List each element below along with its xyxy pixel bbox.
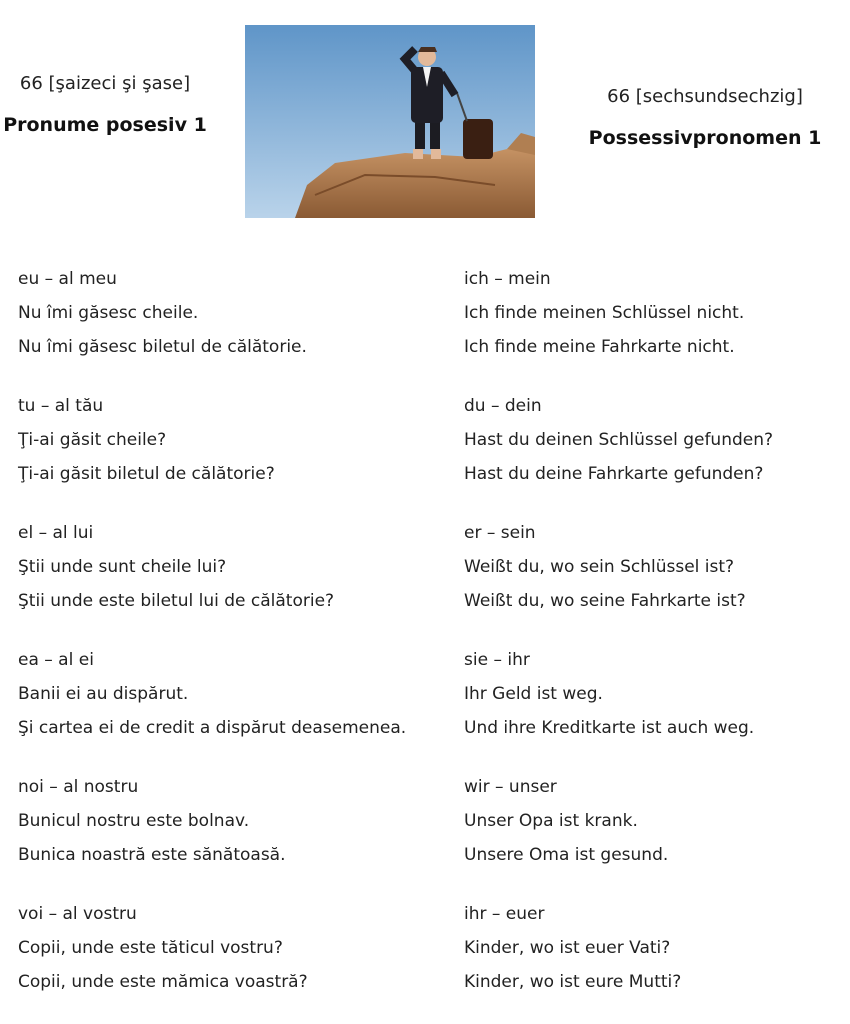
phrase-row <box>0 677 850 711</box>
german-header <box>560 85 850 151</box>
romanian-phrase: Şi cartea ei de credit a dispărut deasemenea. <box>18 718 407 738</box>
romanian-lesson-number: 66 [şaizeci şi şase] <box>19 73 191 94</box>
phrase-group <box>0 643 850 745</box>
phrase-group <box>0 770 850 872</box>
romanian-lesson-title: Pronume posesiv 1 <box>3 114 207 136</box>
phrase-row <box>0 711 850 745</box>
phrase-row <box>0 516 850 550</box>
romanian-phrase: Bunicul nostru este bolnav. <box>18 811 250 831</box>
german-phrase: wir – unser <box>464 777 557 797</box>
german-phrase: Kinder, wo ist euer Vati? <box>464 938 671 958</box>
german-phrase: Unser Opa ist krank. <box>464 811 638 831</box>
romanian-phrase: tu – al tău <box>18 396 104 416</box>
german-phrase: Kinder, wo ist eure Mutti? <box>464 972 682 992</box>
phrase-table <box>0 262 850 1024</box>
phrase-row <box>0 296 850 330</box>
phrase-row <box>0 330 850 364</box>
romanian-phrase: Ţi-ai găsit biletul de călătorie? <box>18 464 275 484</box>
romanian-header <box>0 72 210 138</box>
german-phrase: Weißt du, wo sein Schlüssel ist? <box>464 557 735 577</box>
german-lesson-number: 66 [sechsundsechzig] <box>607 86 803 107</box>
phrase-row <box>0 457 850 491</box>
phrase-row <box>0 965 850 999</box>
phrase-row <box>0 804 850 838</box>
german-phrase: Hast du deinen Schlüssel gefunden? <box>464 430 774 450</box>
phrase-row <box>0 423 850 457</box>
phrase-group <box>0 897 850 999</box>
german-phrase: Ich finde meine Fahrkarte nicht. <box>464 337 735 357</box>
german-phrase: Ich finde meinen Schlüssel nicht. <box>464 303 745 323</box>
phrase-row <box>0 931 850 965</box>
romanian-phrase: Ţi-ai găsit cheile? <box>18 430 167 450</box>
romanian-phrase: voi – al vostru <box>18 904 137 924</box>
german-phrase: ich – mein <box>464 269 551 289</box>
romanian-phrase: Copii, unde este mămica voastră? <box>18 972 308 992</box>
romanian-phrase: Banii ei au dispărut. <box>18 684 189 704</box>
phrase-group <box>0 516 850 618</box>
phrase-group <box>0 262 850 364</box>
romanian-phrase: Nu îmi găsesc cheile. <box>18 303 199 323</box>
german-phrase: er – sein <box>464 523 536 543</box>
german-phrase: sie – ihr <box>464 650 530 670</box>
phrase-row <box>0 838 850 872</box>
romanian-phrase: eu – al meu <box>18 269 117 289</box>
german-phrase: Und ihre Kreditkarte ist auch weg. <box>464 718 755 738</box>
romanian-phrase: Nu îmi găsesc biletul de călătorie. <box>18 337 307 357</box>
romanian-phrase: Copii, unde este tăticul vostru? <box>18 938 283 958</box>
phrase-row <box>0 897 850 931</box>
phrase-row <box>0 643 850 677</box>
german-phrase: ihr – euer <box>464 904 545 924</box>
lesson-header <box>0 0 850 240</box>
german-phrase: du – dein <box>464 396 542 416</box>
phrase-row <box>0 584 850 618</box>
phrase-row <box>0 550 850 584</box>
romanian-phrase: Ştii unde sunt cheile lui? <box>18 557 227 577</box>
romanian-phrase: Ştii unde este biletul lui de călătorie? <box>18 591 335 611</box>
romanian-phrase: el – al lui <box>18 523 94 543</box>
traveler-on-rock-photo <box>245 25 535 218</box>
phrase-row <box>0 389 850 423</box>
german-phrase: Hast du deine Fahrkarte gefunden? <box>464 464 764 484</box>
german-lesson-title: Possessivpronomen 1 <box>588 127 822 149</box>
romanian-phrase: ea – al ei <box>18 650 94 670</box>
phrase-group <box>0 389 850 491</box>
romanian-phrase: Bunica noastră este sănătoasă. <box>18 845 286 865</box>
romanian-phrase: noi – al nostru <box>18 777 139 797</box>
german-phrase: Ihr Geld ist weg. <box>464 684 603 704</box>
phrase-row <box>0 262 850 296</box>
german-phrase: Unsere Oma ist gesund. <box>464 845 669 865</box>
german-phrase: Weißt du, wo seine Fahrkarte ist? <box>464 591 746 611</box>
phrase-row <box>0 770 850 804</box>
